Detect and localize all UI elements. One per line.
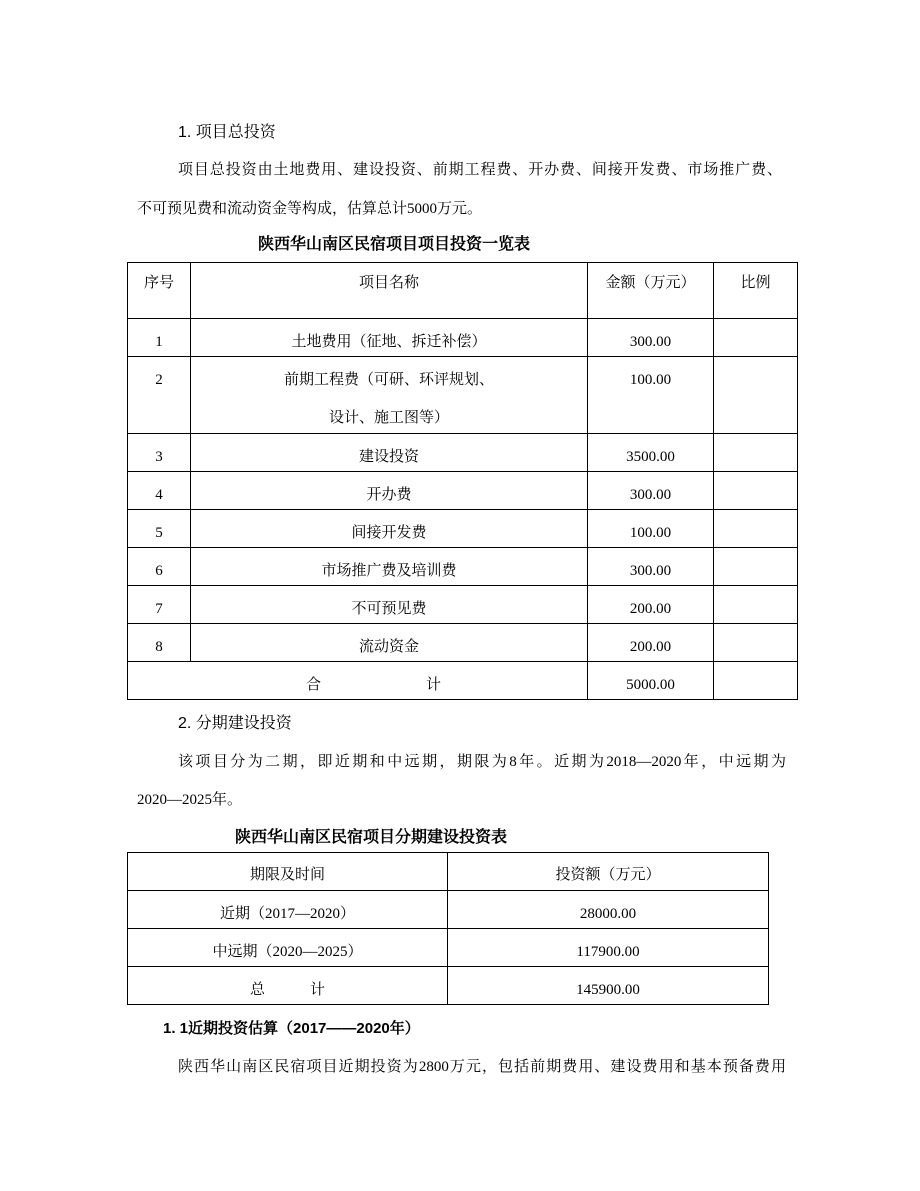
cell-amount: 100.00 bbox=[588, 357, 713, 433]
section-1-paragraph-line-1: 项目总投资由土地费用、建设投资、前期工程费、开办费、间接开发费、市场推广费、 bbox=[178, 162, 782, 178]
header-no: 序号 bbox=[128, 263, 190, 318]
cell-no: 1 bbox=[128, 319, 190, 356]
investment-table-title: 陕西华山南区民宿项目项目投资一览表 bbox=[258, 236, 531, 253]
cell-amount: 100.00 bbox=[588, 510, 713, 547]
cell-ratio bbox=[714, 586, 797, 623]
cell-no: 6 bbox=[128, 548, 190, 585]
section-2-paragraph-line-1: 该项目分为二期，即近期和中远期，期限为8年。近期为2018—2020年，中远期为 bbox=[178, 754, 786, 770]
cell-item-name: 市场推广费及培训费 bbox=[191, 548, 587, 585]
cell-no: 7 bbox=[128, 586, 190, 623]
cell-amount: 300.00 bbox=[588, 319, 713, 356]
subsection-1-1-paragraph-line-1: 陕西华山南区民宿项目近期投资为2800万元，包括前期费用、建设费用和基本预备费用 bbox=[178, 1059, 786, 1075]
total-amount: 5000.00 bbox=[588, 662, 713, 699]
cell-amount: 200.00 bbox=[588, 586, 713, 623]
cell-ratio bbox=[714, 548, 797, 585]
cell-amount: 300.00 bbox=[588, 472, 713, 509]
cell-item-name: 开办费 bbox=[191, 472, 587, 509]
cell-ratio bbox=[714, 434, 797, 471]
cell-amount: 200.00 bbox=[588, 624, 713, 661]
cell-amount: 3500.00 bbox=[588, 434, 713, 471]
cell-no: 3 bbox=[128, 434, 190, 471]
section-2-paragraph-line-2: 2020—2025年。 bbox=[137, 792, 243, 808]
cell-ratio bbox=[714, 510, 797, 547]
cell-period: 近期（2017—2020） bbox=[128, 891, 447, 928]
header-amount: 金额（万元） bbox=[588, 263, 713, 318]
cell-item-name: 建设投资 bbox=[191, 434, 587, 471]
section-2-heading: 2. 分期建设投资 bbox=[178, 715, 292, 732]
cell-item-name: 前期工程费（可研、环评规划、 设计、施工图等） bbox=[191, 357, 587, 433]
cell-ratio bbox=[714, 662, 797, 699]
cell-amount: 300.00 bbox=[588, 548, 713, 585]
cell-no: 4 bbox=[128, 472, 190, 509]
cell-ratio bbox=[714, 624, 797, 661]
investment-table bbox=[127, 262, 798, 700]
cell-ratio bbox=[714, 357, 797, 433]
phase-investment-table-title: 陕西华山南区民宿项目分期建设投资表 bbox=[235, 829, 508, 846]
cell-item-name: 流动资金 bbox=[191, 624, 587, 661]
cell-ratio bbox=[714, 472, 797, 509]
phase-investment-table bbox=[127, 852, 769, 1005]
cell-no: 5 bbox=[128, 510, 190, 547]
header-investment: 投资额（万元） bbox=[448, 853, 768, 890]
cell-item-name: 间接开发费 bbox=[191, 510, 587, 547]
cell-period: 中远期（2020—2025） bbox=[128, 929, 447, 966]
cell-item-name: 不可预见费 bbox=[191, 586, 587, 623]
header-item-name: 项目名称 bbox=[191, 263, 587, 318]
cell-investment: 28000.00 bbox=[448, 891, 768, 928]
total-label: 合 计 bbox=[128, 662, 587, 699]
header-ratio: 比例 bbox=[714, 263, 797, 318]
cell-ratio bbox=[714, 319, 797, 356]
cell-item-name: 土地费用（征地、拆迁补偿） bbox=[191, 319, 587, 356]
section-1-paragraph-line-2: 不可预见费和流动资金等构成，估算总计5000万元。 bbox=[137, 201, 483, 217]
subsection-1-1-heading: 1. 1近期投资估算（2017——2020年） bbox=[163, 1020, 420, 1037]
header-period: 期限及时间 bbox=[128, 853, 447, 890]
cell-no: 8 bbox=[128, 624, 190, 661]
cell-no: 2 bbox=[128, 357, 190, 433]
total-label: 总 计 bbox=[128, 967, 447, 1004]
cell-investment: 117900.00 bbox=[448, 929, 768, 966]
total-investment: 145900.00 bbox=[448, 967, 768, 1004]
section-1-heading: 1. 项目总投资 bbox=[178, 124, 276, 141]
